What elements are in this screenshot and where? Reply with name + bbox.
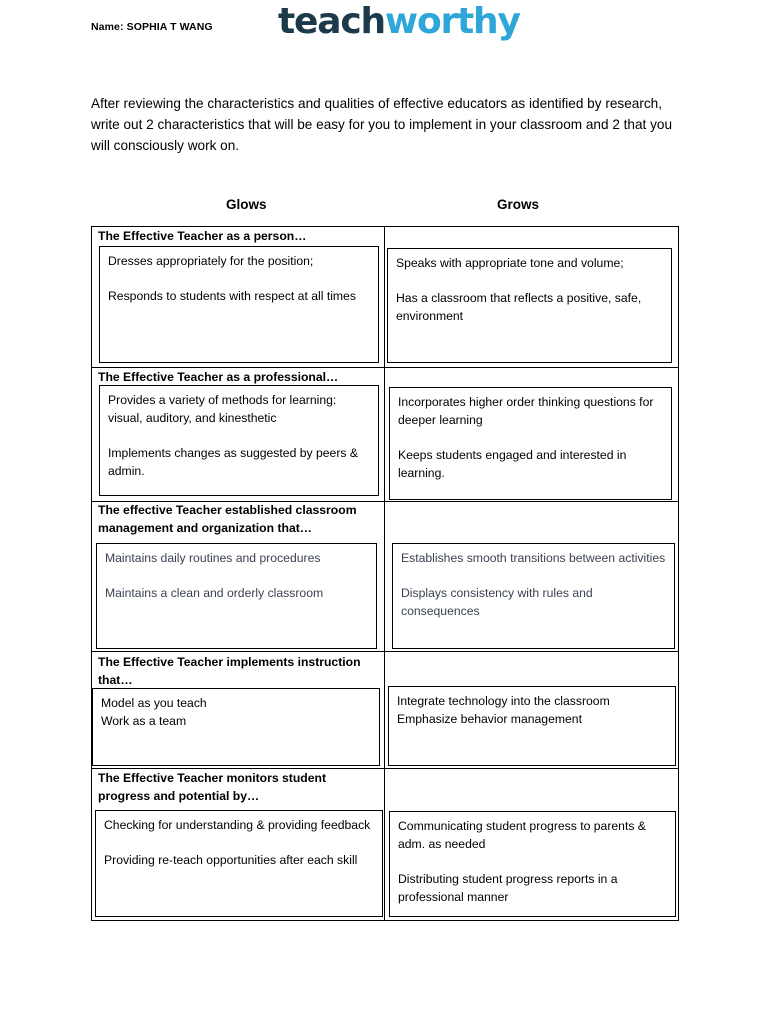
glows-box bbox=[95, 810, 383, 917]
glows-box bbox=[99, 246, 379, 363]
teachworthy-logo bbox=[278, 0, 520, 44]
grow-item: Establishes smooth transitions between activities bbox=[401, 551, 666, 565]
glow-item: Model as you teach bbox=[101, 696, 207, 710]
grows-box bbox=[388, 686, 676, 766]
grows-box bbox=[389, 387, 672, 500]
row-divider bbox=[91, 651, 679, 652]
glows-box bbox=[99, 385, 379, 496]
glow-item: Maintains daily routines and procedures bbox=[105, 551, 321, 565]
grow-item: Keeps students engaged and interested in learning. bbox=[398, 448, 627, 480]
grows-box bbox=[387, 248, 672, 363]
glow-item: Provides a variety of methods for learning: visual, auditory, and kinesthetic bbox=[108, 393, 337, 425]
grow-item: Displays consistency with rules and consequences bbox=[401, 586, 593, 618]
instructions: After reviewing the characteristics and qualities of effective educators as identified by research, write out 2 characteristics that will be easy for you to implement in your classroom and 2 that you will consciously work on. bbox=[91, 96, 673, 153]
section-title: The Effective Teacher as a professional… bbox=[98, 370, 339, 384]
grow-item: Incorporates higher order thinking questions for deeper learning bbox=[398, 395, 654, 427]
grow-item: Communicating student progress to parents & adm. as needed bbox=[398, 819, 646, 851]
glows-box bbox=[92, 688, 380, 766]
section-title: The Effective Teacher implements instruction that… bbox=[98, 655, 361, 687]
glow-item: Maintains a clean and orderly classroom bbox=[105, 586, 324, 600]
column-divider bbox=[384, 226, 385, 921]
grows-box bbox=[392, 543, 675, 649]
grow-item: Distributing student progress reports in a professional manner bbox=[398, 872, 618, 904]
glow-item: Checking for understanding & providing feedback bbox=[104, 818, 371, 832]
grow-item: Integrate technology into the classroom bbox=[397, 694, 610, 708]
grow-item: Emphasize behavior management bbox=[397, 712, 582, 726]
section-title: The effective Teacher established classroom management and organization that… bbox=[98, 503, 357, 535]
glow-item: Dresses appropriately for the position; bbox=[108, 254, 314, 268]
logo-part-worthy: worthy bbox=[384, 1, 520, 42]
glow-item: Work as a team bbox=[101, 714, 187, 728]
glow-item: Implements changes as suggested by peers & admin. bbox=[108, 446, 358, 478]
section-title: The Effective Teacher as a person… bbox=[98, 229, 307, 243]
student-name: Name: SOPHIA T WANG bbox=[91, 21, 213, 33]
glow-item: Responds to students with respect at all times bbox=[108, 289, 356, 303]
glow-item: Providing re-teach opportunities after each skill bbox=[104, 853, 358, 867]
grow-item: Has a classroom that reflects a positive, safe, environment bbox=[396, 291, 642, 323]
glows-box bbox=[96, 543, 377, 649]
grows-box bbox=[389, 811, 676, 917]
logo-part-teach: teach bbox=[278, 1, 385, 42]
glows-heading: Glows bbox=[226, 197, 267, 212]
section-title: The Effective Teacher monitors student progress and potential by… bbox=[98, 771, 326, 803]
grow-item: Speaks with appropriate tone and volume; bbox=[396, 256, 624, 270]
grows-heading: Grows bbox=[497, 197, 540, 212]
